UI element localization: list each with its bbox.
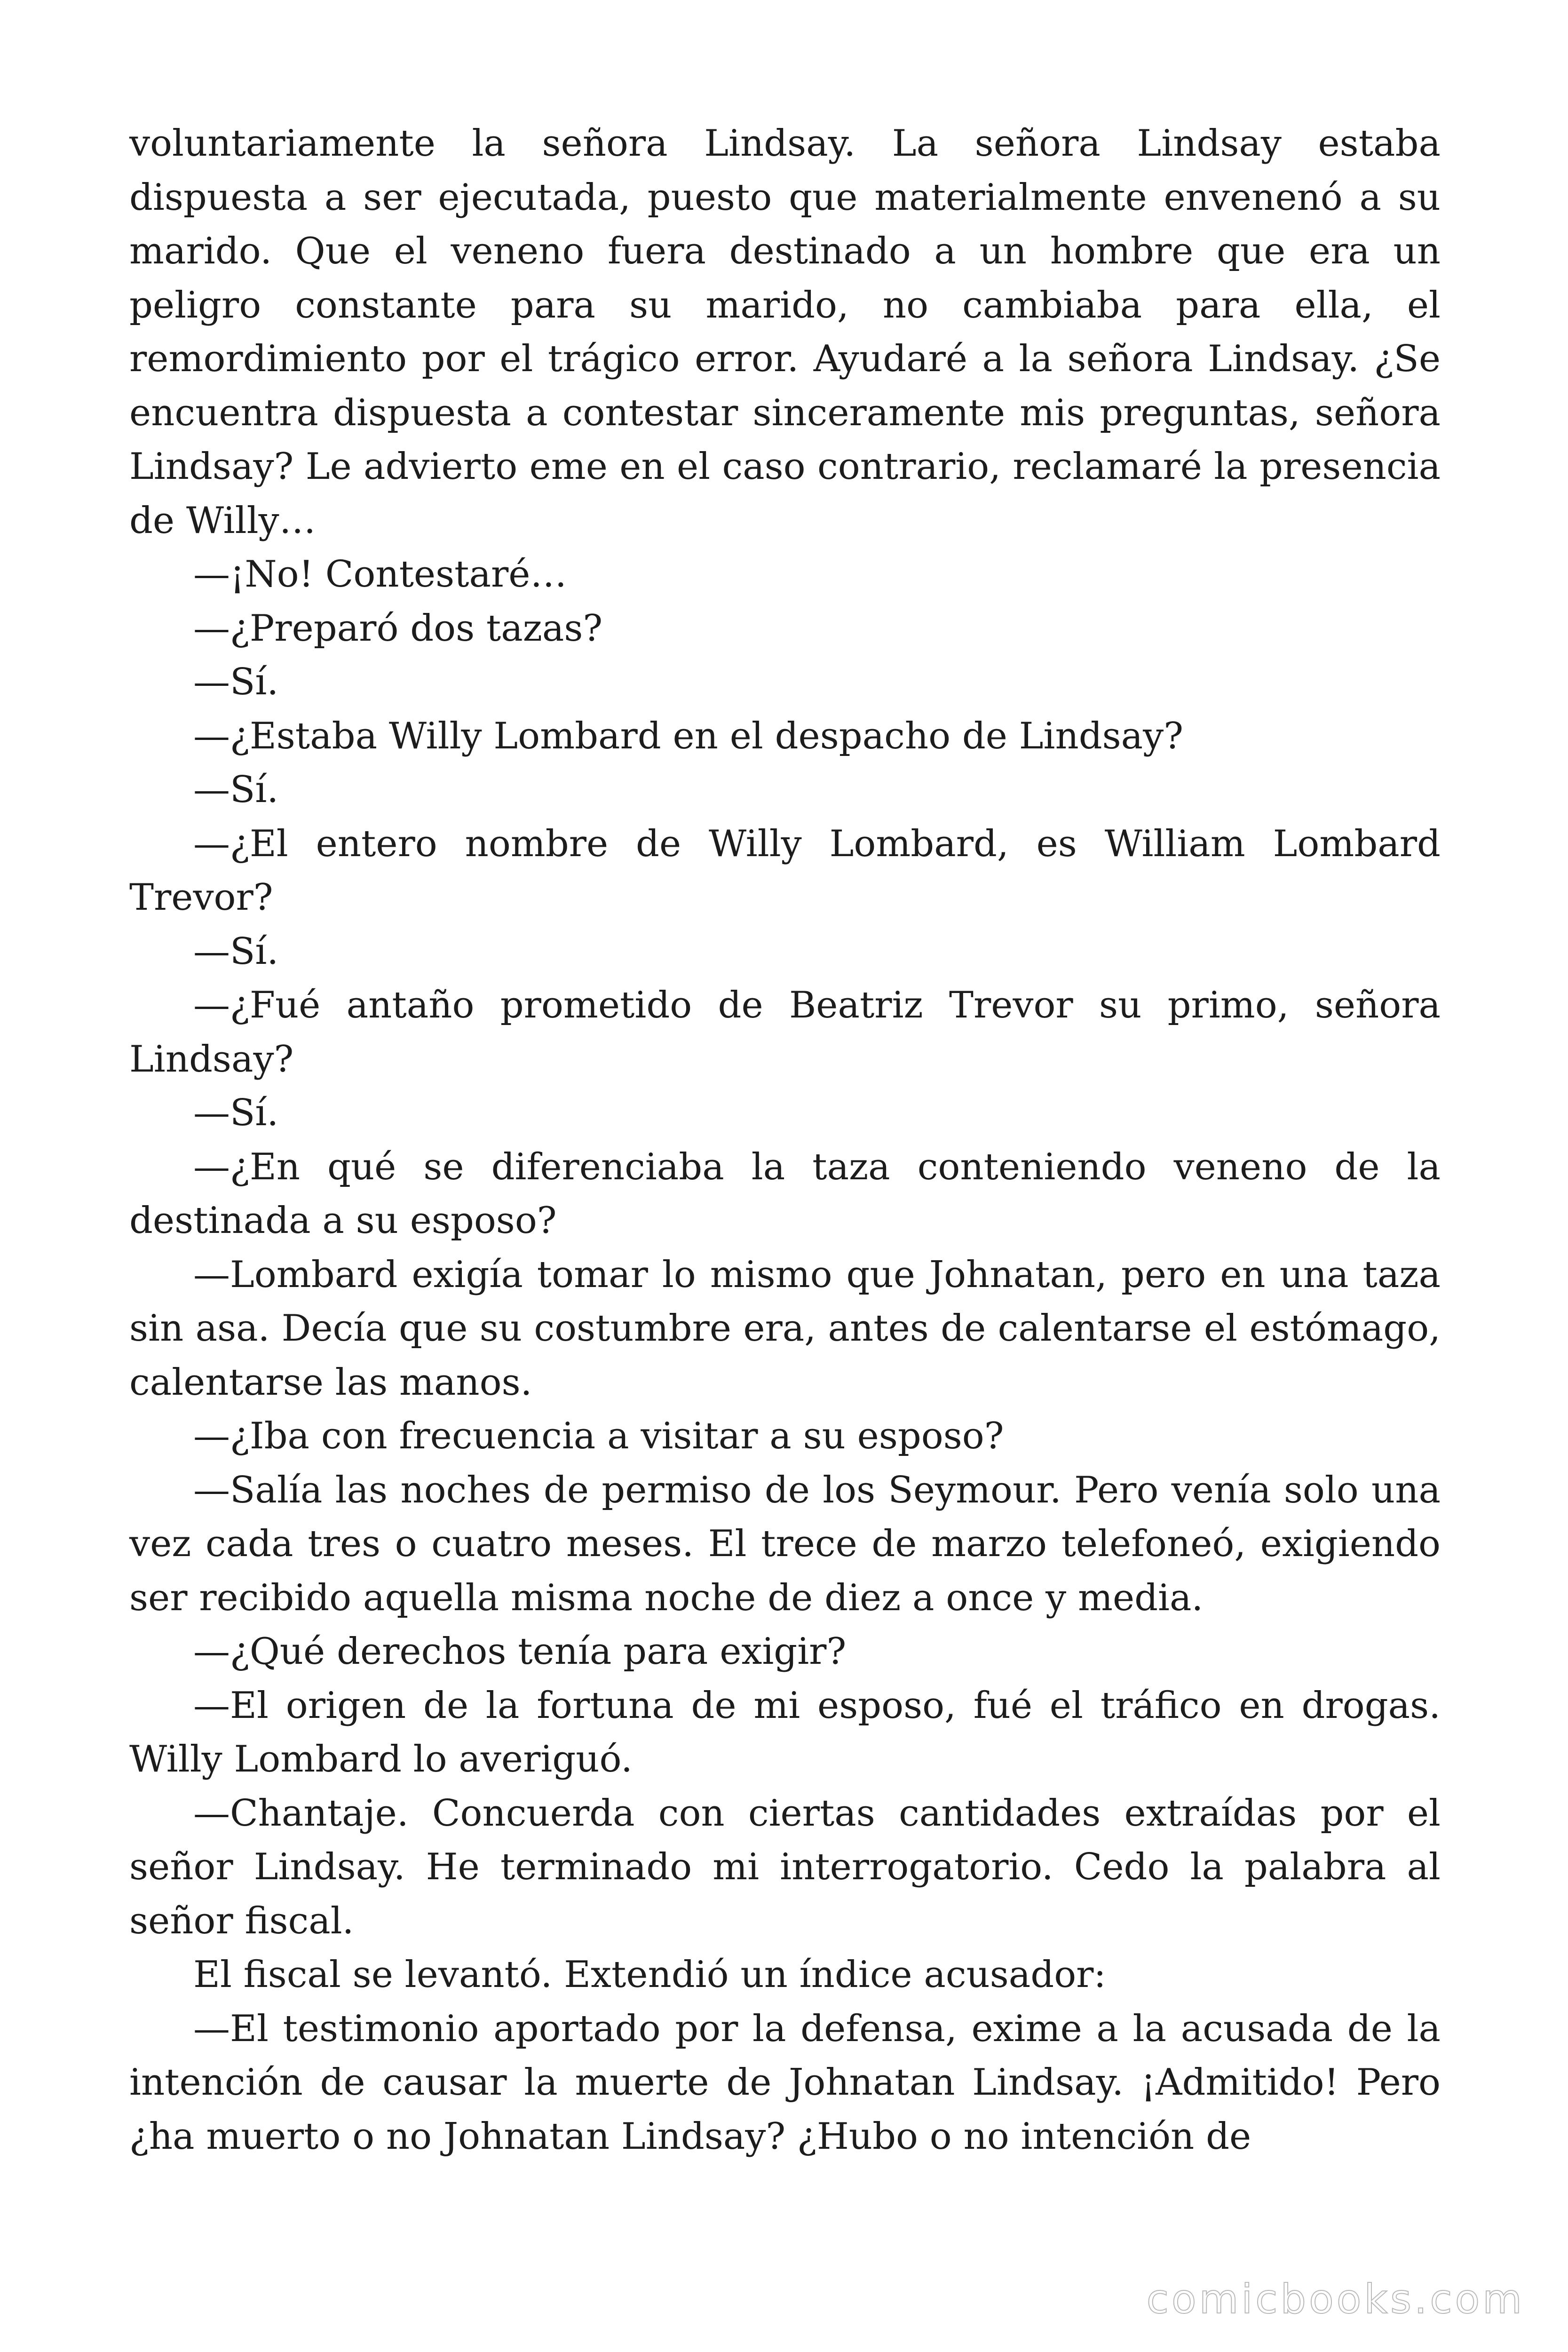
paragraph-19: —El testimonio aportado por la defensa, exime a la acusada de la intención de causar la muerte de Johnatan Lindsay. ¡Admitido! Pero ¿ha muerto o no Johnatan Lindsay? ¿Hubo o no intención de (129, 2007, 1441, 2158)
paragraph-13: —¿Iba con frecuencia a visitar a su esposo? (193, 1415, 1004, 1457)
page-text (129, 117, 1441, 2163)
paragraph-17: —Chantaje. Concuerda con ciertas cantidades extraídas por el señor Lindsay. He terminado mi interrogatorio. Cedo la palabra al señor fiscal. (129, 1792, 1441, 1942)
paragraph-18: El fiscal se levantó. Extendió un índice acusador: (193, 1954, 1106, 1996)
paragraph-6: —Sí. (193, 769, 279, 811)
paragraph-11: —¿En qué se diferenciaba la taza conteniendo veneno de la destinada a su esposo? (129, 1145, 1441, 1242)
paragraph-16: —El origen de la fortuna de mi esposo, fué el tráfico en drogas. Willy Lombard lo averiguó. (129, 1684, 1441, 1780)
paragraph-10: —Sí. (193, 1092, 279, 1134)
paragraph-1: voluntariamente la señora Lindsay. La señora Lindsay estaba dispuesta a ser ejecutada, puesto que materialmente envenenó a su marido. Que el veneno fuera destinado a un hombre que era un peligro constante para su marido, no cambiaba para ella, el remordimiento por el trágico error. Ayudaré a la señora Lindsay. ¿Se encuentra dispuesta a contestar sinceramente mis preguntas, señora Lindsay? Le advierto eme en el caso contrario, reclamaré la presencia de Willy… (129, 122, 1441, 542)
paragraph-12: —Lombard exigía tomar lo mismo que Johnatan, pero en una taza sin asa. Decía que su costumbre era, antes de calentarse el estómago, calentarse las manos. (129, 1253, 1441, 1404)
paragraph-2: —¡No! Contestaré… (193, 553, 567, 596)
paragraph-5: —¿Estaba Willy Lombard en el despacho de Lindsay? (193, 715, 1184, 757)
paragraph-14: —Salía las noches de permiso de los Seymour. Pero venía solo una vez cada tres o cuatro meses. El trece de marzo telefoneó, exigiendo ser recibido aquella misma noche de diez a once y media. (129, 1469, 1441, 1619)
paragraph-9: —¿Fué antaño prometido de Beatriz Trevor su primo, señora Lindsay? (129, 984, 1441, 1081)
paragraph-8: —Sí. (193, 930, 279, 973)
watermark-text: comicbooks.com (1146, 2276, 1525, 2323)
paragraph-4: —Sí. (193, 661, 279, 703)
paragraph-15: —¿Qué derechos tenía para exigir? (193, 1630, 847, 1673)
paragraph-7: —¿El entero nombre de Willy Lombard, es William Lombard Trevor? (129, 822, 1441, 919)
paragraph-3: —¿Preparó dos tazas? (193, 607, 603, 650)
